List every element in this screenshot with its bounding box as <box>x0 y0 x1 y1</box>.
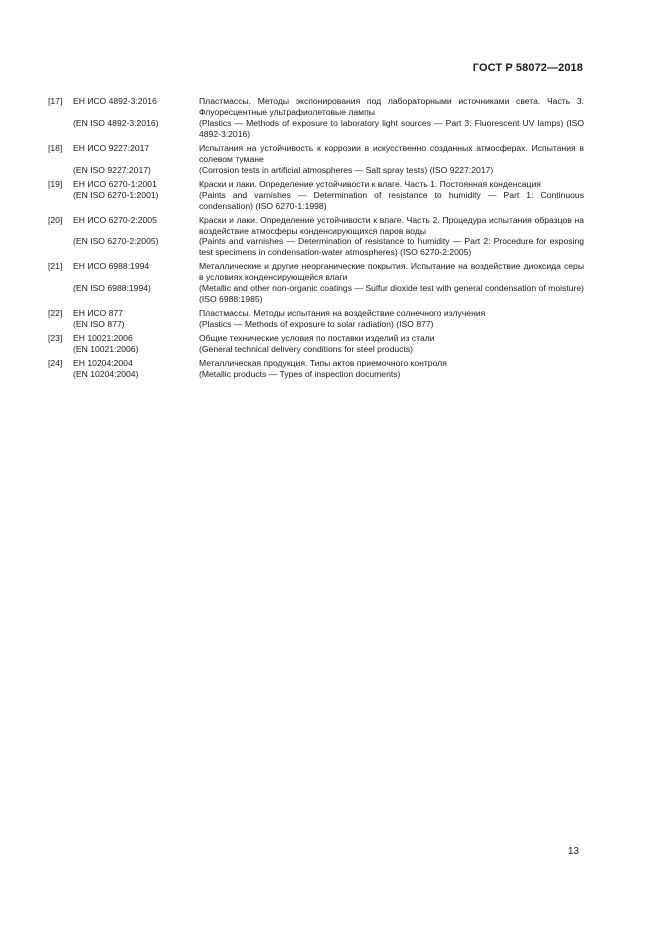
entry-number: [18] <box>48 142 63 153</box>
standard-code: ЕН 10204:2004 <box>73 358 133 369</box>
entry-english-row <box>48 344 584 355</box>
entry-number <box>48 344 73 355</box>
standard-title: Краски и лаки. Определение устойчивости к влаге. Часть 2. Процедура испытания образцов на воздействие атмосферы конденсирующихся паров воды <box>199 214 584 236</box>
standard-code: (EN ISO 6988:1994) <box>73 283 151 294</box>
entry-english-row <box>48 283 584 305</box>
entry-english-row <box>48 118 584 140</box>
standard-code: (EN ISO 6270-1:2001) <box>73 189 159 200</box>
entry-english-row <box>48 236 584 258</box>
standard-title: Краски и лаки. Определение устойчивости к влаге. Часть 1. Постоянная конденсация <box>199 178 541 189</box>
entry-number: [22] <box>48 308 63 319</box>
standard-title: Пластмассы. Методы экспонирования под лабораторными источниками света. Часть 3. Флуоресцентные ультрафиолетовые лампы <box>199 96 584 117</box>
entry-number <box>48 165 73 176</box>
standard-title: (Metallic products — Types of inspection documents) <box>199 369 401 380</box>
standard-code: ЕН ИСО 6270-1:2001 <box>73 178 157 189</box>
standard-title: Общие технические условия по поставки изделий из стали <box>199 333 435 344</box>
entry-number: [19] <box>48 178 63 189</box>
standard-title: (Metallic and other non-organic coatings — Sulfur dioxide test with general condensation of moisture) (ISO 6988:1985) <box>199 283 584 305</box>
standard-title: Металлическая продукция. Типы актов приемочного контроля <box>199 358 447 369</box>
standard-code: (EN 10204:2004) <box>73 369 139 380</box>
standard-title: Пластмассы. Методы испытания на воздействие солнечного излучения <box>199 308 486 319</box>
entry-number <box>48 369 73 380</box>
standard-title: (Paints and varnishes — Determination of resistance to humidity — Part 2: Procedure for exposing test specimens in condensation-water atmospheres) (ISO 6270-2:2005) <box>199 236 584 258</box>
entry-number <box>48 236 73 258</box>
standard-title: (General technical delivery conditions for steel products) <box>199 344 413 355</box>
bibliography-list <box>48 96 584 383</box>
standard-code: ЕН ИСО 4892-3:2016 <box>73 96 157 106</box>
standard-code: ЕН ИСО 877 <box>73 308 123 319</box>
standard-code: (EN ISO 9227:2017) <box>73 164 151 175</box>
entry-number <box>48 319 73 330</box>
standard-title: (Plastics — Methods of exposure to solar radiation) (ISO 877) <box>199 319 434 330</box>
entry-number <box>48 118 73 140</box>
standard-title: Испытания на устойчивость к коррозии в искусственно созданных атмосферах. Испытания в солевом тумане <box>199 142 584 164</box>
bibliography-entry <box>48 215 584 259</box>
bibliography-entry <box>48 308 584 330</box>
standard-code: ЕН ИСО 6270-2:2005 <box>73 214 157 225</box>
standard-title: Металлические и другие неорганические покрытия. Испытание на воздействие диоксида серы в условиях конденсирующейся влаги <box>199 261 584 283</box>
bibliography-entry <box>48 358 584 380</box>
standard-code: ЕН 10021:2006 <box>73 333 133 344</box>
standard-code: ЕН ИСО 6988:1994 <box>73 261 150 272</box>
entry-number: [24] <box>48 358 63 369</box>
entry-russian-row <box>48 179 584 190</box>
entry-number: [20] <box>48 214 63 225</box>
entry-russian-row <box>48 358 584 369</box>
standard-code: (EN ISO 877) <box>73 319 125 330</box>
entry-russian-row <box>48 143 584 165</box>
standard-title: (Paints and varnishes — Determination of resistance to humidity — Part 1: Continuous condensation) (ISO 6270-1:1998) <box>199 189 584 211</box>
standard-code: (EN ISO 4892-3:2016) <box>73 117 159 128</box>
entry-number: [21] <box>48 261 63 272</box>
entry-english-row <box>48 165 584 176</box>
entry-english-row <box>48 190 584 212</box>
standard-code: (EN ISO 6270-2:2005) <box>73 236 159 247</box>
bibliography-entry <box>48 179 584 212</box>
entry-russian-row <box>48 333 584 344</box>
entry-russian-row <box>48 308 584 319</box>
standard-code: ЕН ИСО 9227:2017 <box>73 142 150 153</box>
standard-title: (Corrosion tests in artificial atmospheres — Salt spray tests) (ISO 9227:2017) <box>199 164 494 175</box>
bibliography-entry <box>48 143 584 176</box>
entry-russian-row <box>48 215 584 237</box>
page-number: 13 <box>567 846 579 857</box>
entry-english-row <box>48 369 584 380</box>
standard-title: (Plastics — Methods of exposure to laboratory light sources — Part 3: Fluorescent UV lamps) (ISO 4892-3:2016) <box>199 117 584 139</box>
bibliography-entry <box>48 261 584 305</box>
document-number: ГОСТ Р 58072—2018 <box>472 62 583 74</box>
entry-number: [23] <box>48 333 63 344</box>
entry-number: [17] <box>48 96 63 106</box>
entry-russian-row <box>48 261 584 283</box>
entry-number <box>48 190 73 212</box>
bibliography-entry <box>48 96 584 140</box>
entry-english-row <box>48 319 584 330</box>
bibliography-entry <box>48 333 584 355</box>
entry-number <box>48 283 73 305</box>
entry-russian-row <box>48 96 584 118</box>
standard-code: (EN 10021:2006) <box>73 344 139 355</box>
